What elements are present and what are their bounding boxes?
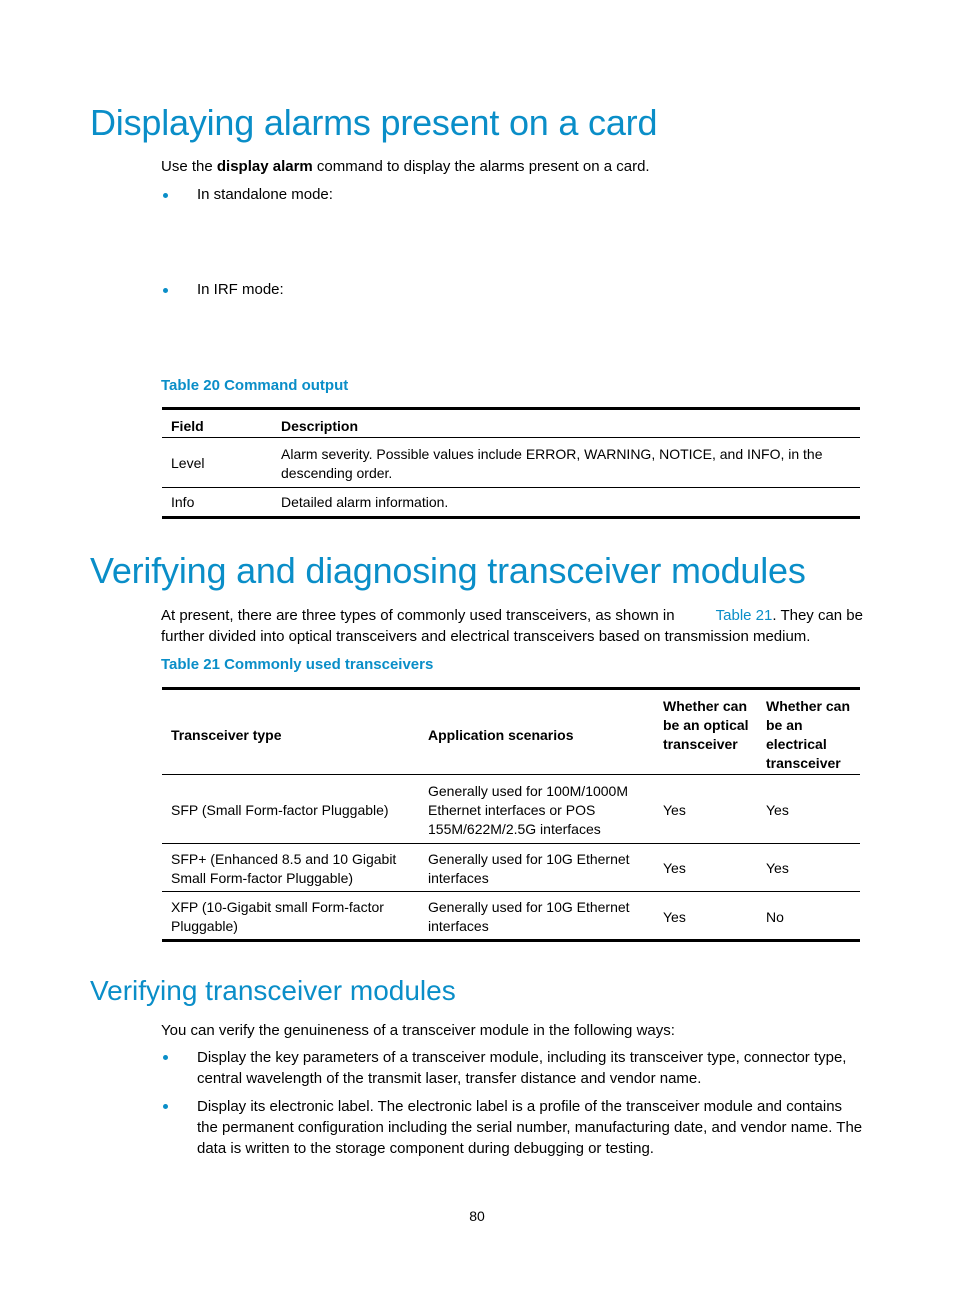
table21-row-xfp-optical: Yes xyxy=(663,909,686,925)
table20-bottom-rule xyxy=(162,516,860,519)
table21-header-electrical: Whether can be an electrical transceiver xyxy=(766,698,851,771)
table21-row-sfpplus-electrical: Yes xyxy=(766,860,789,876)
table21-row-sfp-electrical: Yes xyxy=(766,802,789,818)
table20-header-rule xyxy=(162,437,860,438)
table21-row-sfp-scenarios: Generally used for 100M/1000M Ethernet interfaces or POS 155M/622M/2.5G interfaces xyxy=(428,783,628,837)
table21-row-sfpplus-scenarios: Generally used for 10G Ethernet interfaces xyxy=(428,851,630,886)
section-title-verifying-diagnosing: Verifying and diagnosing transceiver modules xyxy=(90,550,806,591)
section-title-verifying-transceiver: Verifying transceiver modules xyxy=(90,975,456,1006)
section2-text-before: At present, there are three types of commonly used transceivers, as shown in xyxy=(161,607,675,624)
bullet-standalone-mode: In standalone mode: xyxy=(197,186,333,203)
table21-header-type: Transceiver type xyxy=(171,727,282,743)
table21-top-rule xyxy=(162,687,860,690)
section2-paragraph xyxy=(161,605,863,647)
table20-row-level-field: Level xyxy=(171,455,205,471)
bullet-dot-icon xyxy=(163,193,168,198)
section2-text-after: . They can be xyxy=(772,607,863,624)
table21-header-scenarios: Application scenarios xyxy=(428,727,574,743)
table20-row-info-field: Info xyxy=(171,494,195,510)
intro-text-after: command to display the alarms present on a card. xyxy=(312,158,650,175)
bullet-dot-icon xyxy=(163,1055,168,1060)
table21-row-xfp-electrical: No xyxy=(766,909,784,925)
bullet-dot-icon xyxy=(163,1104,168,1109)
table21-row-sfpplus-optical: Yes xyxy=(663,860,686,876)
section2-paragraph-line1 xyxy=(161,605,863,626)
table21-header-rule xyxy=(162,774,860,775)
table21-row-sfp-type: SFP (Small Form-factor Pluggable) xyxy=(171,802,389,818)
bullet-electronic-label: Display its electronic label. The electronic label is a profile of the transceiver module and contains the permanent configuration including the serial number, manufacturing date, and vendor name. The data is written to the storage component during debugging or testing. xyxy=(197,1098,863,1157)
table21-row-xfp-scenarios: Generally used for 10G Ethernet interfaces xyxy=(428,899,630,934)
table21-bottom-rule xyxy=(162,939,860,942)
page-number: 80 xyxy=(469,1208,485,1224)
table21-row-divider xyxy=(162,891,860,892)
table20-row-level-description: Alarm severity. Possible values include ERROR, WARNING, NOTICE, and INFO, in the descending order. xyxy=(281,446,823,481)
table20-header-description: Description xyxy=(281,418,359,434)
bullet-key-parameters: Display the key parameters of a transceiver module, including its transceiver type, connector type, central wavelength of the transmit laser, transfer distance and vendor name. xyxy=(197,1049,847,1087)
table21-caption: Table 21 Commonly used transceivers xyxy=(161,656,434,673)
section-title-displaying-alarms: Displaying alarms present on a card xyxy=(90,102,658,143)
command-display-alarm: display alarm xyxy=(216,158,313,175)
bullet-irf-mode: In IRF mode: xyxy=(197,281,284,298)
table20-top-rule xyxy=(162,407,860,410)
section2-paragraph-line2: further divided into optical transceivers and electrical transceivers based on transmission medium. xyxy=(161,628,811,645)
table21-header-optical: Whether can be an optical transceiver xyxy=(663,698,749,752)
bullet-dot-icon xyxy=(163,288,168,293)
table21-link[interactable]: Table 21 xyxy=(715,607,773,624)
section3-intro: You can verify the genuineness of a transceiver module in the following ways: xyxy=(161,1022,675,1039)
intro-text-before: Use the xyxy=(161,158,217,175)
table20-header-field: Field xyxy=(171,418,204,434)
table21-row-xfp-type: XFP (10-Gigabit small Form-factor Pluggable) xyxy=(171,899,384,934)
table21-row-sfpplus-type: SFP+ (Enhanced 8.5 and 10 Gigabit Small Form-factor Pluggable) xyxy=(171,851,397,886)
table20-row-info-description: Detailed alarm information. xyxy=(281,494,449,510)
table20-row-divider xyxy=(162,487,860,488)
table21-row-sfp-optical: Yes xyxy=(663,802,686,818)
table20-caption: Table 20 Command output xyxy=(161,377,349,394)
table21-row-divider xyxy=(162,843,860,844)
section1-intro xyxy=(161,156,650,177)
